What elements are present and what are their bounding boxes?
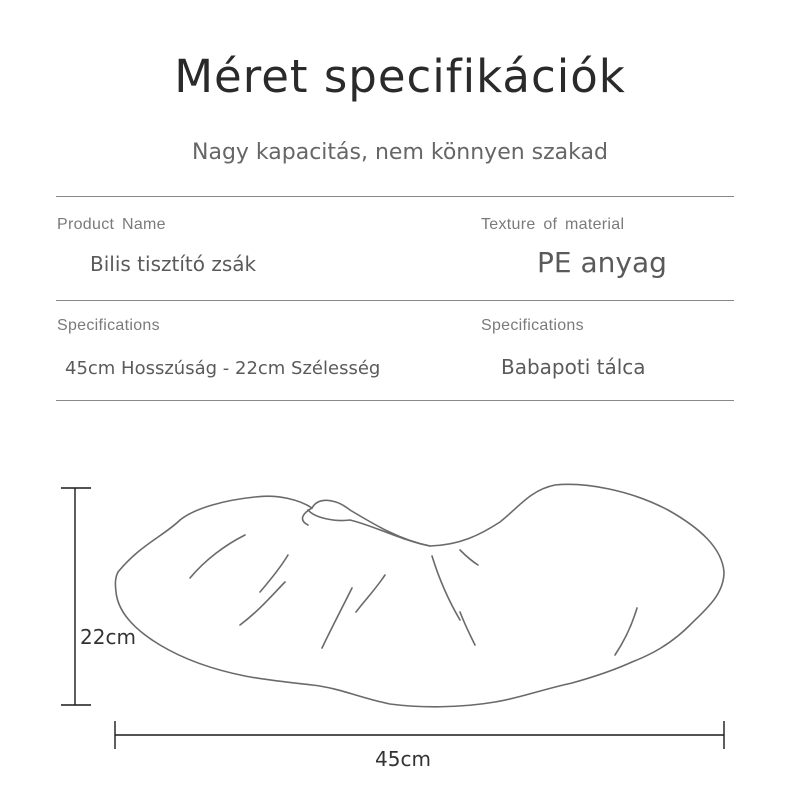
height-label: 22cm — [80, 625, 136, 649]
specifications-right-value: Babapoti tálca — [501, 355, 646, 379]
product-name-label: Product Name — [57, 216, 166, 233]
width-dimension-line — [115, 721, 724, 749]
specifications-right-label: Specifications — [481, 317, 584, 334]
material-value: PE anyag — [537, 246, 667, 279]
width-label: 45cm — [375, 747, 431, 771]
material-label: Texture of material — [481, 216, 625, 233]
page-title: Méret specifikációk — [174, 50, 626, 103]
specifications-left-value: 45cm Hosszúság - 22cm Szélesség — [65, 358, 381, 379]
page-subtitle: Nagy kapacitás, nem könnyen szakad — [192, 140, 608, 165]
shoe-cover-outline — [115, 484, 724, 706]
height-dimension-line — [61, 488, 91, 705]
specifications-left-label: Specifications — [57, 317, 160, 334]
product-name-value: Bilis tisztító zsák — [90, 252, 257, 276]
